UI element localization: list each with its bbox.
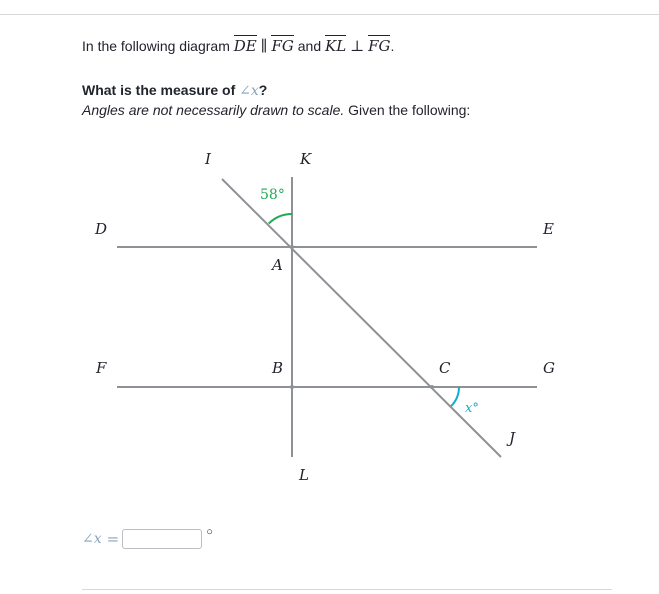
bottom-divider [82,589,612,590]
intro-period: . [390,38,395,54]
perpendicular-symbol: ⊥ [350,37,365,55]
segment-kl: KL [325,37,347,55]
scale-note-rest: Given the following: [344,102,471,118]
label-c: C [439,359,451,377]
intro-and: and [293,38,325,54]
answer-equals: = [106,530,120,548]
point-c [430,385,434,389]
given-angle-label: 58° [260,187,285,203]
segment-fg-second: FG [368,37,391,55]
segment-de: DE [233,37,257,55]
given-angle-arc [269,214,292,224]
label-g: G [543,359,555,377]
line-ij [222,179,501,457]
answer-input[interactable] [122,529,202,549]
answer-row [82,528,213,550]
label-i: I [205,150,211,168]
label-b: B [272,359,284,377]
label-f: F [96,359,107,377]
scale-note-italic: Angles are not necessarily drawn to scale. [82,102,345,118]
parallel-symbol: ∥ [260,37,268,55]
label-e: E [543,220,554,238]
question-angle-x: ∠x [239,83,259,99]
label-a: A [272,256,283,274]
intro-prefix: In the following diagram [82,38,234,54]
unknown-angle-arc [451,387,459,406]
question-mark: ? [258,82,268,98]
label-j: J [509,429,516,447]
unknown-angle-label: x° [465,401,479,416]
point-a [290,245,294,249]
label-d: D [95,220,108,238]
label-k: K [300,150,312,168]
point-b [290,385,294,389]
question-prefix: What is the measure of [82,82,240,98]
answer-angle-x: ∠x [82,531,102,547]
segment-fg: FG [271,37,294,55]
label-l: L [299,466,309,484]
degree-symbol: ○ [206,526,213,538]
